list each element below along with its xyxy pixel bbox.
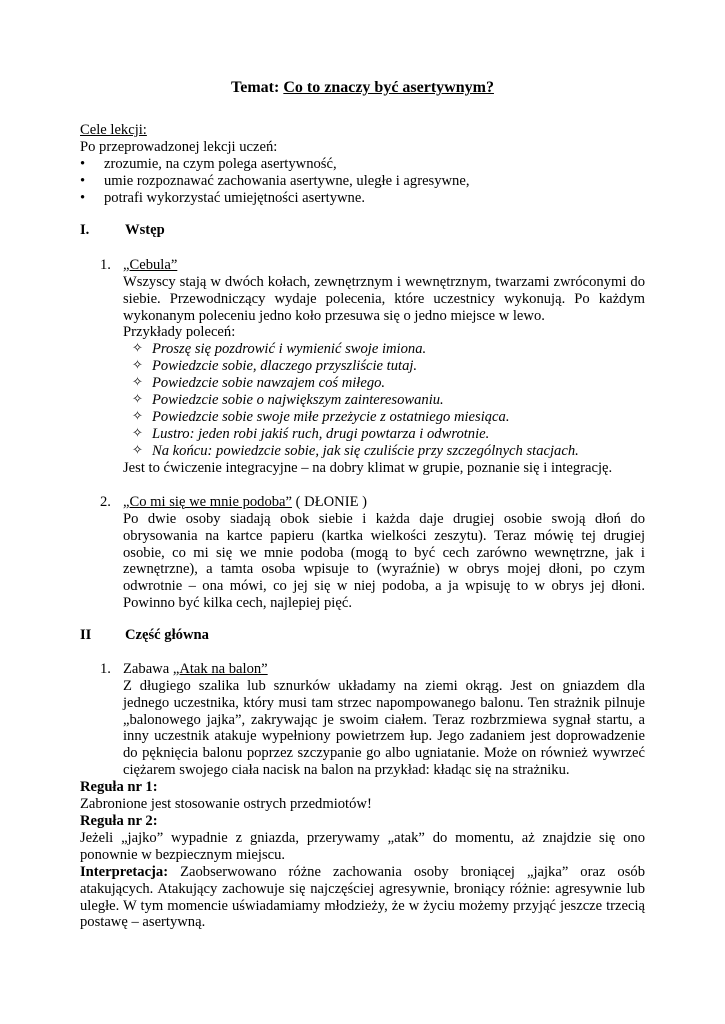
rule-2-text: Jeżeli „jajko” wypadnie z gniazda, przerywamy „atak” do momentu, aż znajdzie się ono ponownie w bezpiecznym miejscu. — [80, 830, 645, 863]
section-2-title: Część główna — [125, 627, 209, 643]
bullet-icon: • — [80, 190, 86, 206]
rule-1-label: Reguła nr 1: — [80, 779, 158, 795]
exercise-1-summary: Jest to ćwiczenie integracyjne – na dobry klimat w grupie, poznanie się i integrację. — [123, 460, 613, 476]
star-icon: ✧ — [132, 358, 143, 373]
goals-heading: Cele lekcji: — [80, 122, 147, 138]
star-icon: ✧ — [132, 341, 143, 356]
rule-2-label: Reguła nr 2: — [80, 813, 158, 829]
interpretation-label: Interpretacja: — [80, 864, 169, 880]
interpretation: Interpretacja: Zaobserwowano różne zachowania osoby broniącej „jajka” oraz osób atakujących. Atakujący zachowuje się najczęściej agresywnie, broniący różnie: agresywnie lub uległe. W tym momencie uświadamiamy młodzieży, że w życiu możemy przyjąć jeszcze trzecią postawę – asertywną. — [80, 864, 645, 931]
star-icon: ✧ — [132, 409, 143, 424]
star-icon: ✧ — [132, 392, 143, 407]
section-1-title: Wstęp — [125, 222, 165, 238]
exercise-1-title: „Cebula” — [123, 257, 178, 273]
section-1-number: I. — [80, 222, 90, 238]
star-icon: ✧ — [132, 375, 143, 390]
title-topic: Co to znaczy być asertywnym? — [283, 79, 494, 96]
goals-intro: Po przeprowadzonej lekcji uczeń: — [80, 139, 278, 155]
exercise-2-title: „Co mi się we mnie podoba” — [123, 494, 293, 510]
game-description: Z długiego szalika lub sznurków układamy na ziemi okrąg. Jest on gniazdem dla jednego uczestnika, który musi tam strzec napompowanego balonu. Ten strażnik pilnuje „balonowego jajka”, zakrywając je swoim ciałem. Teraz rozbrzmiewa sygnał startu, a inny uczestnik atakuje wypełniony powietrzem łup. Jego zadaniem jest doprowadzenie do pęknięcia balonu poprzez szczypanie go albo ugniatanie. Może on również wywrzeć ciężarem swojego ciała nacisk na balon na przykład: kładąc się na strażniku. — [123, 678, 645, 778]
exercise-1-description: Wszyscy stają w dwóch kołach, zewnętrznym i wewnętrznym, twarzami zwróconymi do siebie. Przewodniczący wydaje polecenia, które uczestnicy wykonują. Po każdym wykonanym poleceniu jedno koło przesuwa się o jedno miejsce w lewo. Przykłady poleceń: — [123, 274, 645, 341]
title-prefix: Temat: — [231, 79, 280, 96]
bullet-icon: • — [80, 173, 86, 189]
exercise-2-title-suffix: ( DŁONIE ) — [292, 494, 367, 510]
game-title: „Atak na balon” — [172, 661, 268, 677]
rule-1-text: Zabronione jest stosowanie ostrych przedmiotów! — [80, 796, 372, 812]
section-2-heading — [80, 627, 645, 644]
section-2-number: II — [80, 627, 92, 643]
section-1-heading — [80, 222, 645, 239]
exercise-2-description: Po dwie osoby siadają obok siebie i każda daje drugiej osobie swoją dłoń do obrysowania na kartce papieru (kartka wielkości zeszytu). Teraz mówię tej drugiej osobie, co mi się we mnie podoba (mogą to być cech zarówno wewnętrzne, jak i zewnętrzne), a tamta osoba wpisuje to (wyraźnie) w obrys mojej dłoni, po czym odwrotnie – ona mówi, co jej się w niej podoba, a ja wpisuję to w obrys jej dłoni. Powinno być kilka cech, najlepiej pięć. — [123, 511, 645, 611]
bullet-icon: • — [80, 156, 86, 172]
star-icon: ✧ — [132, 443, 143, 458]
examples-label: Przykłady poleceń: — [123, 324, 236, 341]
star-icon: ✧ — [132, 426, 143, 441]
page-title — [80, 80, 645, 97]
